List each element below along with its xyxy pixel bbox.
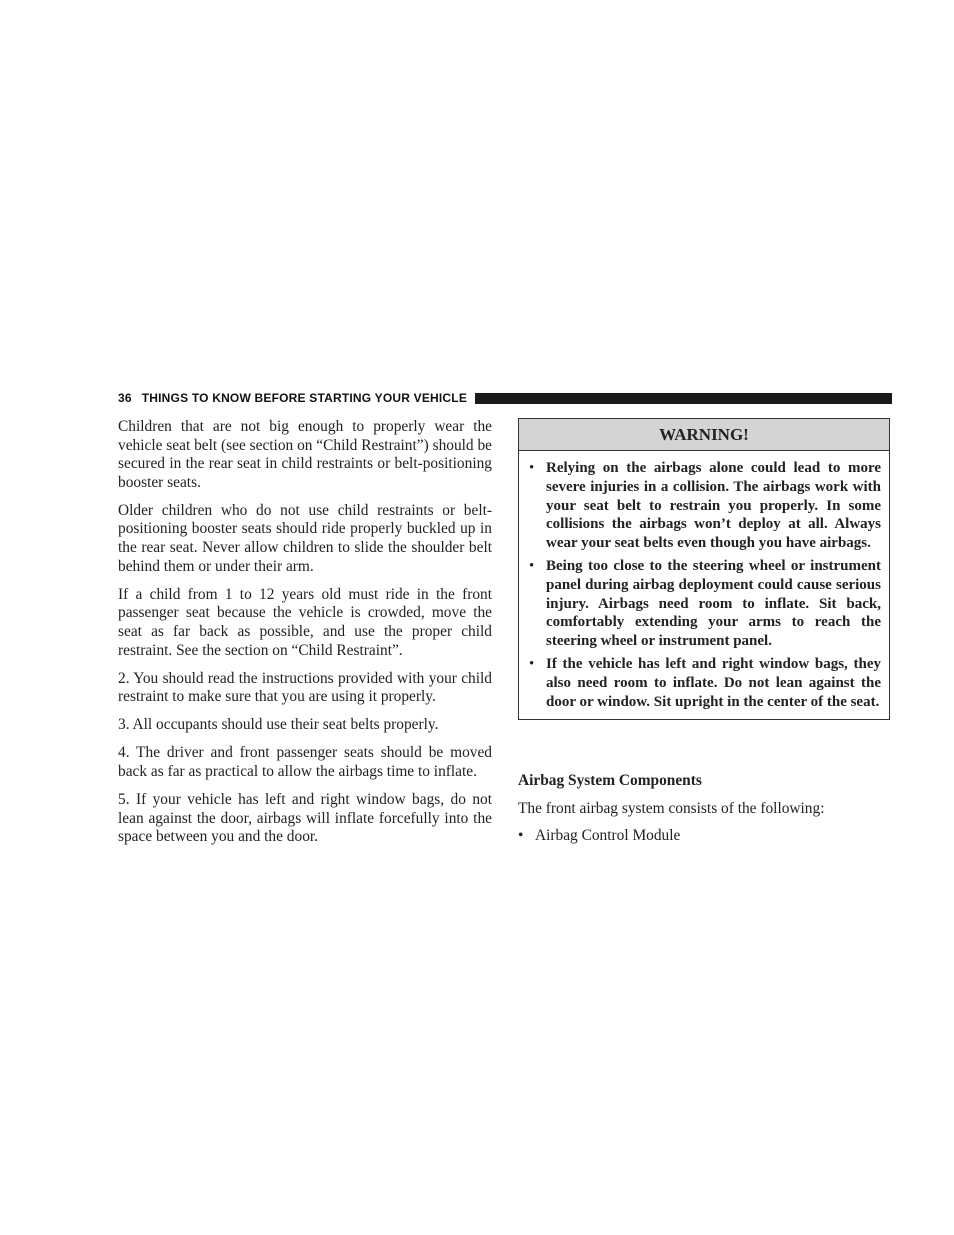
paragraph-child-belt: Children that are not big enough to properly wear the vehicle seat belt (see section on “Child Restraint”) should be secured in the rear seat in child restraints or belt-positioning booster seats. [118,418,492,491]
paragraph-older-children: Older children who do not use child restraints or belt-positioning booster seats should ride properly buckled up in the rear seat. Never allow children to slide the shoulder belt behind them or under their arm. [118,501,492,575]
warning-item-text: Relying on the airbags alone could lead to more severe injuries in a collision. The airbags work with your seat belt to restrain you properly. In some collisions the airbags won’t deploy at all. Always wear your seat belts even though you have airbags. [546,460,881,552]
warning-item [529,655,881,711]
list-item [518,827,892,846]
header-rule [475,393,892,404]
bullet-icon: • [529,655,535,672]
paragraph-step-2: 2. You should read the instructions provided with your child restraint to make sure that you are using it properly. [118,669,492,706]
warning-item-text: Being too close to the steering wheel or instrument panel during airbag deployment could cause serious injury. Airbags need room to inflate. Sit back, comfortably extending your arms to reach the steering wheel or instrument panel. [546,557,881,650]
paragraph-step-4: 4. The driver and front passenger seats should be moved back as far as practical to allow the airbags time to inflate. [118,744,492,780]
bullet-icon: • [529,460,535,476]
warning-item [529,459,881,553]
page-header [118,390,892,406]
bullet-icon: • [518,827,524,845]
list-item-text: Airbag Control Module [535,827,681,845]
warning-list [519,451,889,719]
paragraph-step-3: 3. All occupants should use their seat belts properly. [118,716,439,734]
right-column [518,772,892,846]
left-column [118,418,492,856]
section-title: THINGS TO KNOW BEFORE STARTING YOUR VEHICLE [141,391,468,405]
warning-box [518,418,890,720]
intro-text: The front airbag system consists of the following: [518,799,825,817]
page-number: 36 [118,391,132,405]
warning-title: WARNING! [519,419,889,451]
warning-item [529,557,881,651]
bullet-icon: • [529,557,535,574]
subheading: Airbag System Components [518,772,702,789]
paragraph-step-5: 5. If your vehicle has left and right window bags, do not lean against the door, airbags will inflate forcefully into the space between you and the door. [118,791,492,846]
paragraph-front-seat-child: If a child from 1 to 12 years old must ride in the front passenger seat because the vehicle is crowded, move the seat as far back as possible, and use the proper child restraint. See the section on “Child Restraint”. [118,585,492,659]
component-list [518,827,892,846]
warning-item-text: If the vehicle has left and right window bags, they also need room to inflate. Do not lean against the door or window. Sit upright in the center of the seat. [546,655,881,710]
